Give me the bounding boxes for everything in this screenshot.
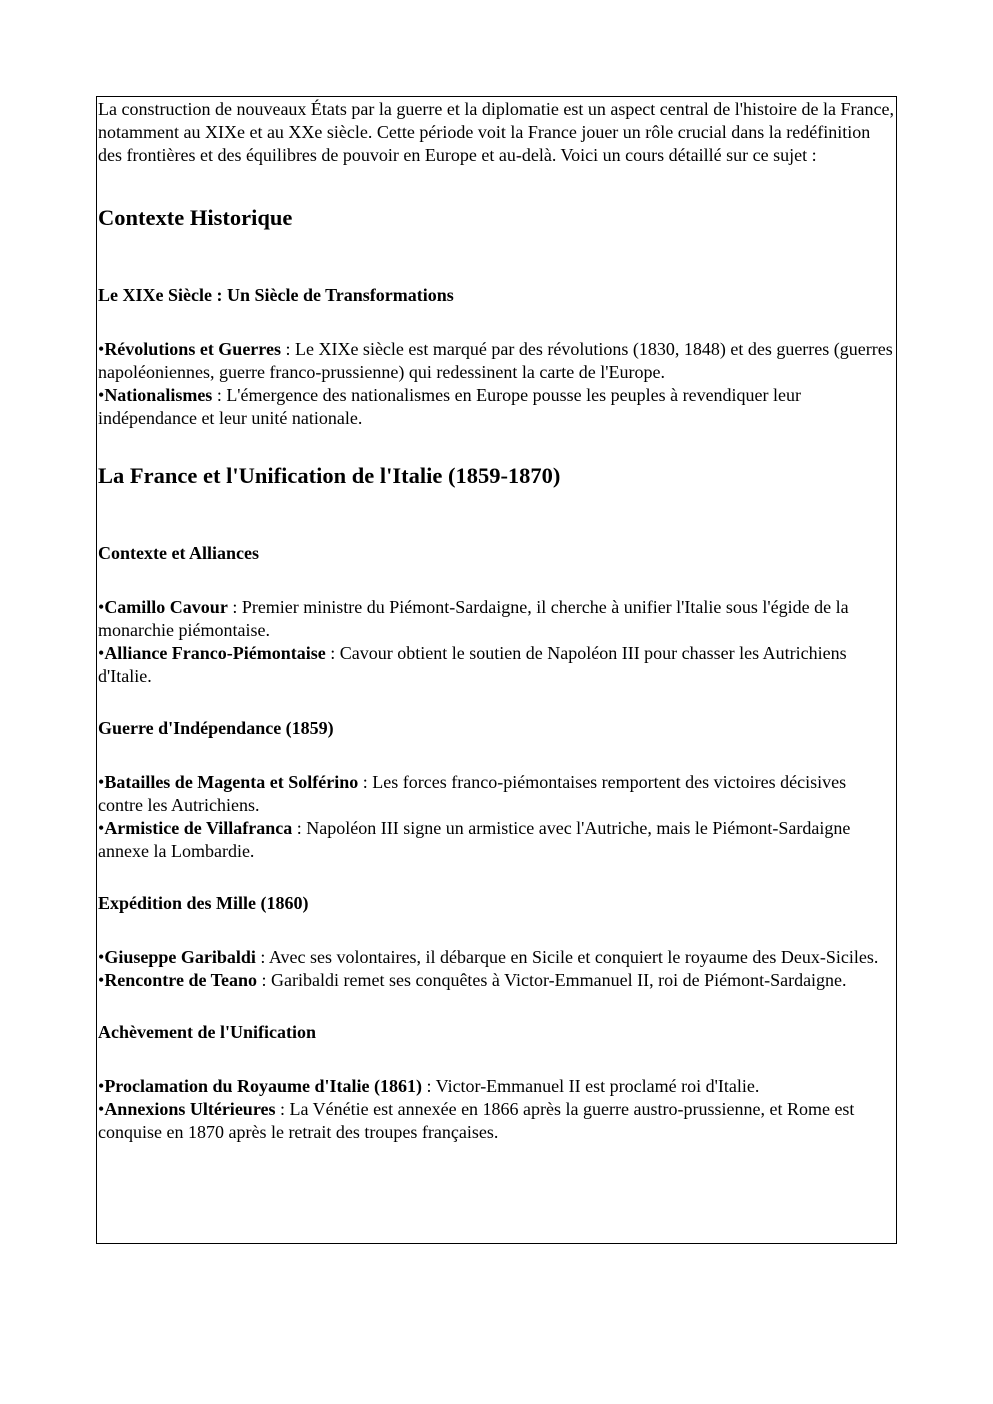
- bullet-icon: •: [98, 772, 105, 792]
- bullet-icon: •: [98, 1076, 105, 1096]
- item-term: Armistice de Villafranca: [104, 818, 293, 838]
- bullet-icon: •: [98, 970, 105, 990]
- item-term: Camillo Cavour: [104, 597, 228, 617]
- item-term: Giuseppe Garibaldi: [104, 947, 256, 967]
- spacer: [98, 490, 895, 542]
- spacer: [98, 1044, 895, 1075]
- spacer: [98, 307, 895, 338]
- item-term: Annexions Ultérieures: [104, 1099, 276, 1119]
- list-item: [98, 1075, 895, 1098]
- section-title-unification-italie: La France et l'Unification de l'Italie (1859-1870): [98, 463, 561, 488]
- list-item: [98, 969, 895, 992]
- item-term: Proclamation du Royaume d'Italie (1861): [104, 1076, 422, 1096]
- bullet-icon: •: [98, 385, 105, 405]
- list-item: [98, 771, 895, 817]
- spacer: [98, 232, 895, 284]
- spacer: [98, 992, 895, 1021]
- spacer: [98, 565, 895, 596]
- item-term: Alliance Franco-Piémontaise: [104, 643, 326, 663]
- bullet-icon: •: [98, 643, 105, 663]
- list-item: [98, 596, 895, 642]
- bullet-icon: •: [98, 818, 105, 838]
- list-item: [98, 642, 895, 688]
- section-title-contexte-historique: Contexte Historique: [98, 205, 293, 230]
- spacer: [98, 863, 895, 892]
- item-text: : Napoléon III signe un armistice avec l'Autriche, mais le Piémont-Sardaigne annexe la Lombardie.: [98, 818, 851, 861]
- bullet-icon: •: [98, 597, 105, 617]
- item-term: Révolutions et Guerres: [104, 339, 281, 359]
- bullet-list: [98, 338, 895, 430]
- item-text: : Avec ses volontaires, il débarque en Sicile et conquiert le royaume des Deux-Siciles.: [255, 947, 879, 967]
- item-text: : Victor-Emmanuel II est proclamé roi d'Italie.: [421, 1076, 760, 1096]
- spacer: [98, 915, 895, 946]
- bullet-icon: •: [98, 1099, 105, 1119]
- subsection-title-guerre-independance: Guerre d'Indépendance (1859): [98, 718, 334, 738]
- bullet-list: [98, 596, 895, 688]
- item-text: : Cavour obtient le soutien de Napoléon III pour chasser les Autrichiens d'Italie.: [98, 643, 847, 686]
- item-term: Batailles de Magenta et Solférino: [104, 772, 359, 792]
- item-text: : Premier ministre du Piémont-Sardaigne, il cherche à unifier l'Italie sous l'égide de la monarchie piémontaise.: [98, 597, 849, 640]
- bullet-list: [98, 1075, 895, 1144]
- document-frame: [96, 96, 897, 1244]
- subsection-title-achevement-unification: Achèvement de l'Unification: [98, 1022, 316, 1042]
- subsection-title-contexte-alliances: Contexte et Alliances: [98, 543, 259, 563]
- bullet-icon: •: [98, 947, 105, 967]
- item-term: Rencontre de Teano: [104, 970, 257, 990]
- spacer: [98, 740, 895, 771]
- item-text: : La Vénétie est annexée en 1866 après la guerre austro-prussienne, et Rome est conquise en 1870 après le retrait des troupes françaises.: [98, 1099, 855, 1142]
- spacer: [98, 430, 895, 462]
- bullet-list: [98, 771, 895, 863]
- item-text: : L'émergence des nationalismes en Europe pousse les peuples à revendiquer leur indépendance et leur unité nationale.: [98, 385, 802, 428]
- list-item: [98, 1098, 895, 1144]
- list-item: [98, 384, 895, 430]
- subsection-title-xixe-siecle: Le XIXe Siècle : Un Siècle de Transformations: [98, 285, 454, 305]
- bullet-icon: •: [98, 339, 105, 359]
- item-term: Nationalismes: [104, 385, 213, 405]
- list-item: [98, 817, 895, 863]
- list-item: [98, 338, 895, 384]
- spacer: [98, 688, 895, 717]
- item-text: : Les forces franco-piémontaises remportent des victoires décisives contre les Autrichiens.: [98, 772, 847, 815]
- intro-paragraph: La construction de nouveaux États par la guerre et la diplomatie est un aspect central de l'histoire de la France, notamment au XIXe et au XXe siècle. Cette période voit la France jouer un rôle crucial dans la redéfinition des frontières et des équilibres de pouvoir en Europe et au-delà. Voici un cours détaillé sur ce sujet :: [98, 99, 894, 165]
- spacer: [98, 167, 895, 204]
- item-text: : Garibaldi remet ses conquêtes à Victor-Emmanuel II, roi de Piémont-Sardaigne.: [257, 970, 847, 990]
- bullet-list: [98, 946, 895, 992]
- subsection-title-expedition-mille: Expédition des Mille (1860): [98, 893, 309, 913]
- item-text: : Le XIXe siècle est marqué par des révolutions (1830, 1848) et des guerres (guerres napoléoniennes, guerre franco-prussienne) qui redessinent la carte de l'Europe.: [98, 339, 893, 382]
- list-item: [98, 946, 895, 969]
